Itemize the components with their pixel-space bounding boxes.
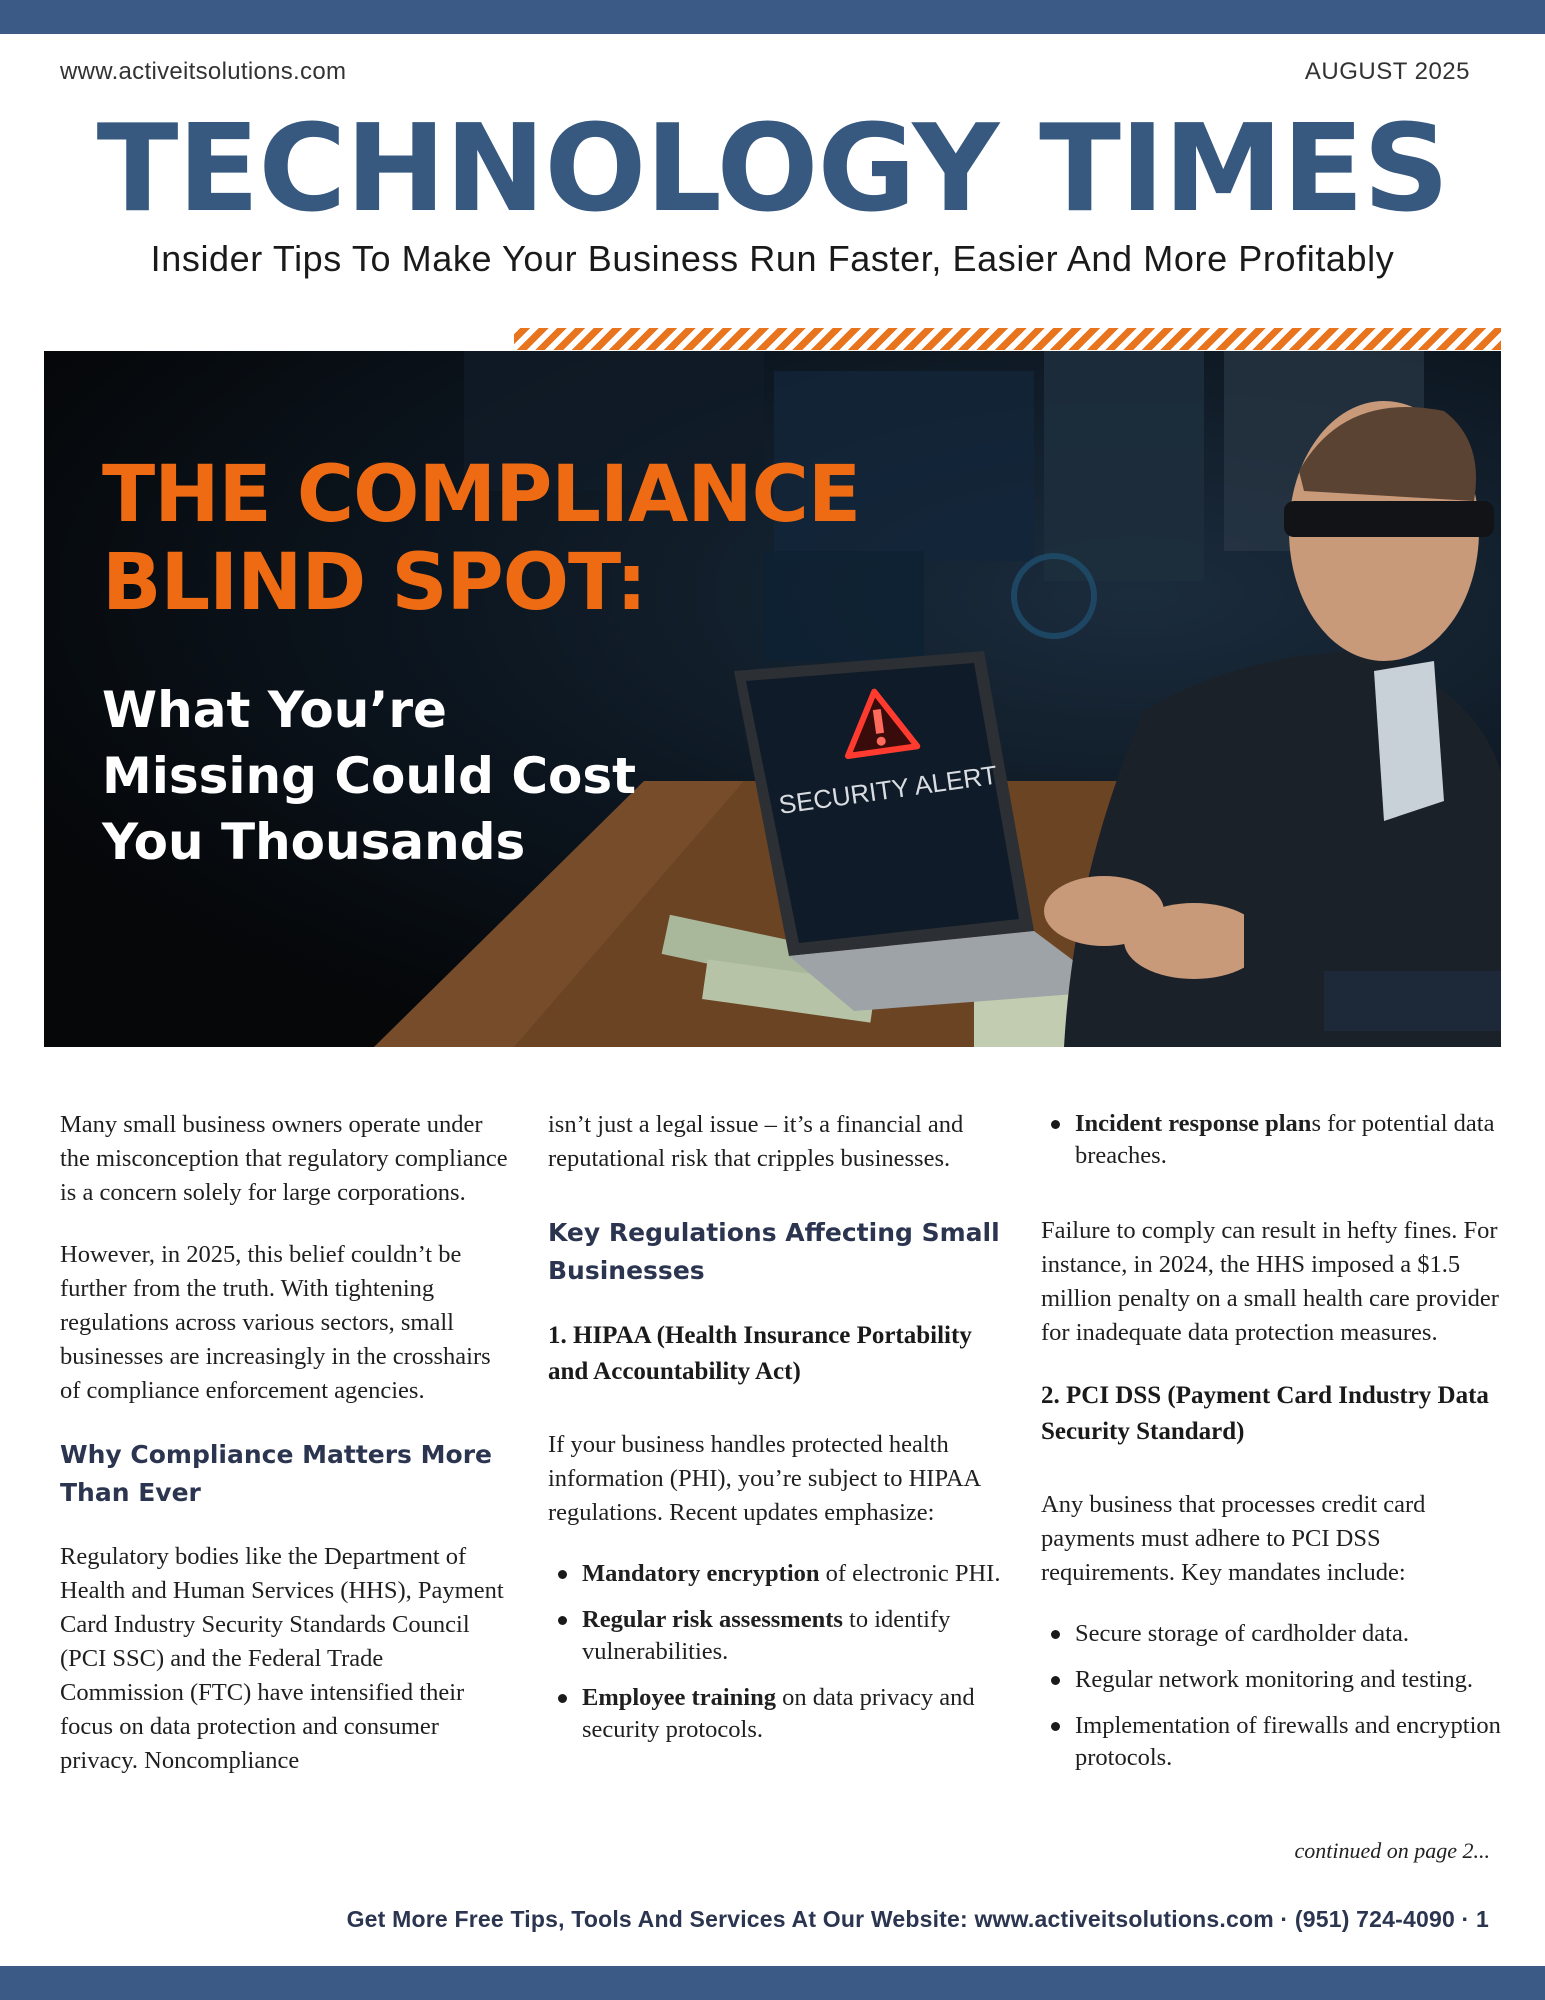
paragraph: However, in 2025, this belief couldn’t be further from the truth. With tightening regulations across various sectors, small businesses are increasingly in the crosshairs of compliance enforcement agencies.: [60, 1241, 491, 1404]
list-item-text: on data privacy and security protocols.: [582, 1684, 975, 1743]
bullet-list: [1041, 1108, 1501, 1172]
list-item: [1041, 1108, 1501, 1172]
hazard-stripe: [514, 328, 1501, 350]
list-item-bold: Mandatory encryption: [582, 1560, 820, 1587]
hero-subheadline-line: Missing Could Cost: [102, 747, 637, 805]
hero-subheadline-line: You Thousands: [102, 813, 526, 871]
paragraph: isn’t just a legal issue – it’s a financial and reputational risk that cripples businesses.: [548, 1111, 964, 1172]
list-item: Implementation of firewalls and encryption protocols.: [1041, 1710, 1501, 1774]
site-url: www.activeitsolutions.com: [60, 58, 347, 85]
paragraph: If your business handles protected health information (PHI), you’re subject to HIPAA regulations. Recent updates emphasize:: [548, 1431, 980, 1526]
hero-subheadline-line: What You’re: [102, 681, 447, 739]
list-item-text: to identify vulnerabilities.: [582, 1606, 951, 1665]
list-item: [548, 1558, 1008, 1590]
paragraph: Many small business owners operate under the misconception that regulatory compliance is a concern solely for large corporations.: [60, 1111, 508, 1206]
subsection-heading: 2. PCI DSS (Payment Card Industry Data Security Standard): [1041, 1382, 1489, 1445]
page-footer: Get More Free Tips, Tools And Services At Our Website: www.activeitsolutions.com · (951) 724-4090 · 1: [346, 1906, 1489, 1932]
bottom-color-bar: [0, 1966, 1545, 2000]
list-item-text: s for potential data breaches.: [1075, 1110, 1495, 1169]
paragraph: Regulatory bodies like the Department of Health and Human Services (HHS), Payment Card Industry Security Standards Council (PCI SSC) and the Federal Trade Commission (FTC) have intensified their focus on data protection and consumer privacy. Noncompliance: [60, 1543, 504, 1774]
list-item-bold: Employee training: [582, 1684, 776, 1711]
hero-banner: [44, 351, 1501, 1047]
section-heading: Why Compliance Matters More Than Ever: [60, 1440, 492, 1507]
tagline: Insider Tips To Make Your Business Run Faster, Easier And More Profitably: [150, 238, 1395, 279]
issue-date: AUGUST 2025: [1304, 58, 1470, 85]
paragraph: Failure to comply can result in hefty fines. For instance, in 2024, the HHS imposed a $1.5 million penalty on a small health care provider for inadequate data protection measures.: [1041, 1217, 1499, 1346]
list-item-bold: Incident response plan: [1075, 1110, 1312, 1137]
article-column-2: [548, 1108, 1008, 1760]
article-column-3: [1041, 1108, 1501, 1788]
security-alert-text: SECURITY ALERT: [776, 759, 1000, 820]
list-item-bold: Regular risk assessments: [582, 1606, 843, 1633]
bullet-list: [548, 1558, 1008, 1746]
list-item-text: of electronic PHI.: [819, 1560, 1001, 1587]
paragraph: Any business that processes credit card payments must adhere to PCI DSS requirements. Key mandates include:: [1041, 1491, 1426, 1586]
bullet-list: [1041, 1618, 1501, 1774]
list-item: [548, 1604, 1008, 1668]
continued-note: continued on page 2...: [1294, 1838, 1490, 1863]
hero-headline-line: BLIND SPOT:: [102, 538, 647, 628]
list-item: Regular network monitoring and testing.: [1041, 1664, 1501, 1696]
section-heading: Key Regulations Affecting Small Businesses: [548, 1218, 1000, 1285]
article-column-1: [60, 1108, 510, 1778]
subsection-heading: 1. HIPAA (Health Insurance Portability and Accountability Act): [548, 1322, 972, 1385]
laptop-screen-overlay: [44, 351, 1501, 1047]
list-item: [548, 1682, 1008, 1746]
hero-headline-line: THE COMPLIANCE: [102, 450, 861, 540]
list-item: Secure storage of cardholder data.: [1041, 1618, 1501, 1650]
masthead-title: TECHNOLOGY TIMES: [96, 100, 1449, 239]
top-color-bar: [0, 0, 1545, 34]
